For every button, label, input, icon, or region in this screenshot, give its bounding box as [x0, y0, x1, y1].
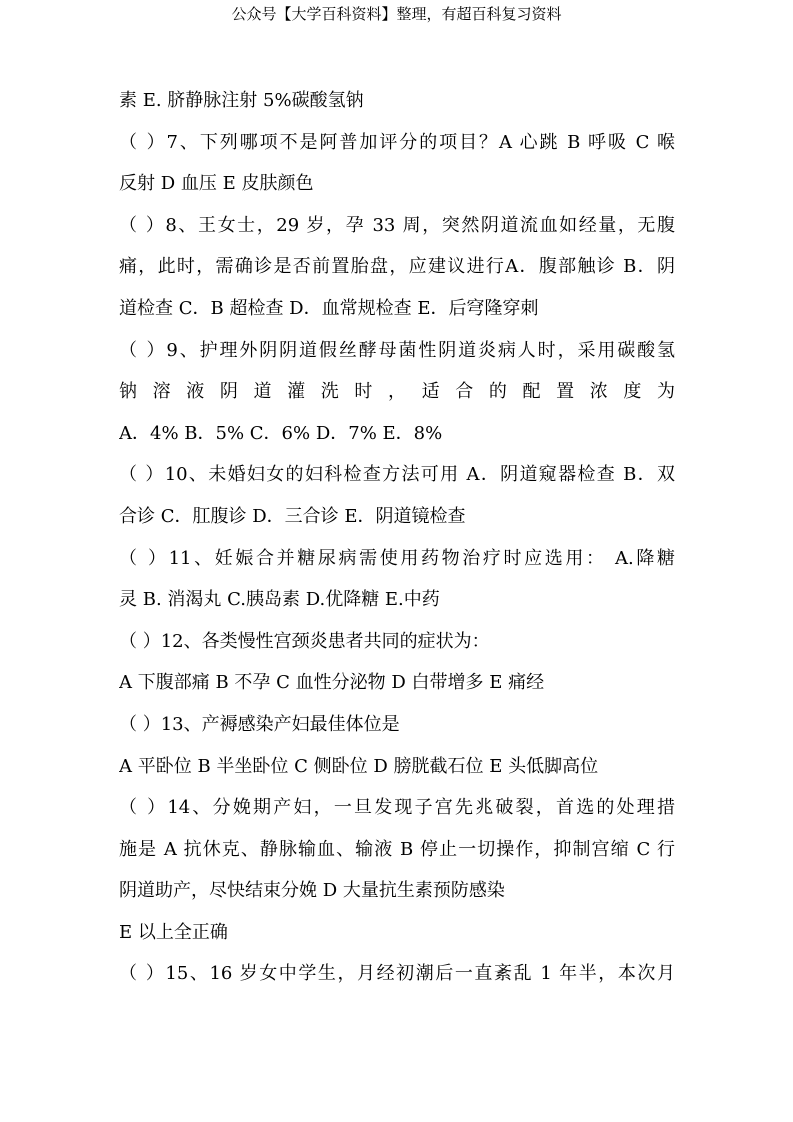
- text-line: （ ）12、各类慢性宫颈炎患者共同的症状为：: [119, 630, 490, 652]
- text-line: 灵 B. 消渴丸 C.胰岛素 D.优降糖 E.中药: [119, 589, 440, 611]
- page-header: 公众号【大学百科资料】整理，有超百科复习资料: [231, 5, 562, 23]
- text-line: 反射 D 血压 E 皮肤颜色: [119, 173, 314, 195]
- text-line: （ ）11、妊娠合并糖尿病需使用药物治疗时应选用： A.降糖: [119, 547, 675, 569]
- text-line: 素 E. 脐静脉注射 5%碳酸氢钠: [119, 90, 364, 111]
- text-line: 钠 溶 液 阴 道 灌 洗 时 ， 适 合 的 配 置 浓 度 为: [119, 381, 675, 403]
- text-line: A 平卧位 B 半坐卧位 C 侧卧位 D 膀胱截石位 E 头低脚高位: [119, 755, 599, 777]
- text-line: （ ）8、王女士，29 岁，孕 33 周，突然阴道流血如经量，无腹: [119, 214, 675, 236]
- text-line: （ ）14、分娩期产妇，一旦发现子宫先兆破裂，首选的处理措: [119, 797, 675, 819]
- document-body: [119, 80, 675, 995]
- text-line: A．4% B．5% C．6% D．7% E．8%: [119, 422, 443, 444]
- text-line: 阴道助产，尽快结束分娩 D 大量抗生素预防感染: [119, 880, 505, 902]
- text-line: （ ）7、下列哪项不是阿普加评分的项目？A 心跳 B 呼吸 C 喉: [119, 131, 675, 153]
- text-line: 痛，此时，需确诊是否前置胎盘，应建议进行A．腹部触诊 B．阴: [119, 256, 675, 278]
- text-line: 合诊 C．肛腹诊 D．三合诊 E．阴道镜检查: [119, 505, 466, 527]
- text-line: E 以上全正确: [119, 921, 228, 943]
- text-line: （ ）10、未婚妇女的妇科检查方法可用 A．阴道窥器检查 B．双: [119, 464, 675, 486]
- text-line: （ ）13、产褥感染产妇最佳体位是: [119, 713, 400, 735]
- text-line: 施是 A 抗休克、静脉输血、输液 B 停止一切操作，抑制宫缩 C 行: [119, 838, 675, 860]
- text-line: （ ）9、护理外阴阴道假丝酵母菌性阴道炎病人时，采用碳酸氢: [119, 339, 675, 361]
- text-line: （ ）15、16 岁女中学生，月经初潮后一直紊乱 1 年半，本次月: [119, 963, 675, 985]
- text-line: 道检查 C．B 超检查 D．血常规检查 E．后穹隆穿刺: [119, 297, 539, 319]
- text-line: A 下腹部痛 B 不孕 C 血性分泌物 D 白带增多 E 痛经: [119, 672, 545, 694]
